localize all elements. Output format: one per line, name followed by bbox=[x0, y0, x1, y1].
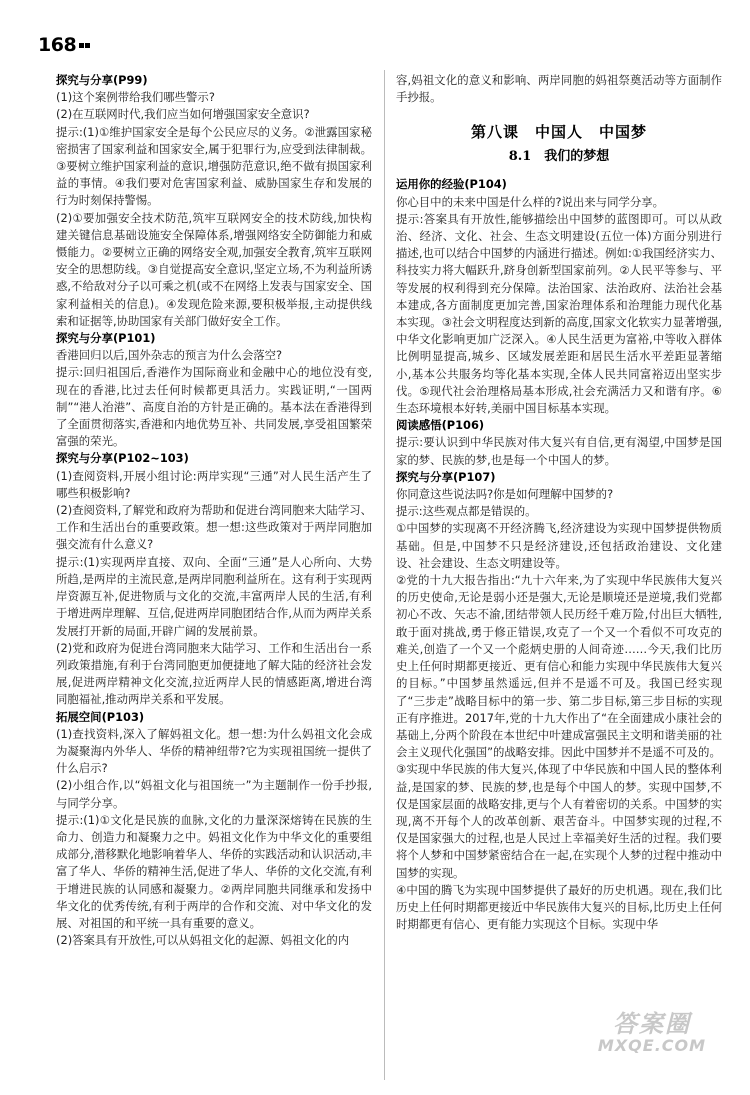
heading-p107: 探究与分享(P107) bbox=[396, 469, 496, 484]
answer-p103-2-continued: 容,妈祖文化的意义和影响、两岸同胞的妈祖祭奠活动等方面制作手抄报。 bbox=[396, 73, 722, 105]
answer-p102-2: (2)党和政府为促进台湾同胞来大陆学习、工作和生活出台一系列政策措施,有利于台湾同胞更加便捷地了解大陆的经济社会发展,促进两岸精神文化交流,拉近两岸人民的情感距离,增进台湾同胞福祉,推动两岸关系和平发展。 bbox=[56, 640, 372, 707]
page-number-mark bbox=[79, 43, 84, 48]
answer-p107-4: ④中国的腾飞为实现中国梦提供了最好的历史机遇。现在,我们比历史上任何时期都更接近中华民族伟大复兴的目标,比历史上任何时期都更有信心、更有能力实现这个目标。实现中华 bbox=[396, 882, 722, 932]
column-divider bbox=[384, 70, 385, 1080]
heading-p99: 探究与分享(P99) bbox=[56, 73, 148, 87]
answer-p107-3: ③实现中华民族的伟大复兴,体现了中华民族和中国人民的整体利益,是国家的梦、民族的梦,也是每个中国人的梦。实现中国梦,不仅是国家层面的战略安排,更与个人有着密切的关系。中国梦的实现,离不开每个人的改革创新、艰苦奋斗。中国梦实现的过程,不仅是国家强大的过程,也是人民过上幸福美好生活的过程。我们要将个人梦和中国梦紧密结合在一起,在实现个人梦的过程中推动中国梦的实现。 bbox=[396, 762, 722, 880]
answer-p103-2: (2)答案具有开放性,可以从妈祖文化的起源、妈祖文化的内 bbox=[56, 933, 350, 948]
left-column bbox=[56, 72, 372, 949]
section-title: 8.1 我们的梦想 bbox=[508, 149, 610, 165]
heading-p101: 探究与分享(P101) bbox=[56, 331, 156, 346]
answer-p107-intro: 提示:这些观点都是错误的。 bbox=[396, 504, 537, 519]
question-p103-2: (2)小组合作,以“妈祖文化与祖国统一”为主题制作一份手抄报,与同学分享。 bbox=[56, 778, 372, 810]
answer-p102-1: 提示:(1)实现两岸直接、双向、全面“三通”是人心所向、大势所趋,是两岸的主流民意,是两岸同胞利益所在。这有利于实现两岸资源互补,促进物质与文化的交流,丰富两岸人民的生活,有利于增进两岸理解、互信,促进两岸同胞团结合作,从而为两岸关系发展打开新的局面,开辟广阔的发展前景。 bbox=[56, 554, 372, 638]
heading-p103: 拓展空间(P103) bbox=[56, 709, 145, 724]
question-p101: 香港回归以后,国外杂志的预言为什么会落空? bbox=[56, 348, 283, 363]
answer-p99-1: 提示:(1)①维护国家安全是每个公民应尽的义务。②泄露国家秘密损害了国家利益和国家安全,属于犯罪行为,应受到法律制裁。③要树立维护国家利益的意识,增强防范意识,绝不做有损国家利益的事情。④我们要对危害国家利益、威胁国家生存和发展的行为时刻保持警惕。 bbox=[56, 124, 372, 208]
answer-p99-2: (2)①要加强安全技术防范,筑牢互联网安全的技术防线,加快构建关键信息基础设施安全保障体系,增强网络安全防御能力和威慑能力。②要树立正确的网络安全观,加强安全教育,筑牢互联网安全的思想防线。③自觉提高安全意识,坚定立场,不为利益所诱惑,不给敌对分子以可乘之机(或不在网络上发表与国家安全、国家利益相关的信息)。④发现危险来源,要积极举报,主动提供线索和证据等,协助国家有关部门做好安全工作。 bbox=[56, 210, 372, 328]
answer-p106: 提示:要认识到中华民族对伟大复兴有自信,更有渴望,中国梦是国家的梦、民族的梦,也是每一个中国人的梦。 bbox=[396, 435, 722, 467]
question-p102-2: (2)查阅资料,了解党和政府为帮助和促进台湾同胞来大陆学习、工作和生活出台的重要政策。想一想:这些政策对于两岸同胞加强交流有什么意义? bbox=[56, 503, 372, 552]
question-p99-1: (1)这个案例带给我们哪些警示? bbox=[56, 90, 215, 105]
answer-p101: 提示:回归祖国后,香港作为国际商业和金融中心的地位没有变,现在的香港,比过去任何时候都更具活力。实践证明,“一国两制”“港人治港”、高度自治的方针是正确的。基本法在香港得到了全面贯彻落实,香港和内地优势互补、共同发展,享受祖国繁荣富强的荣光。 bbox=[56, 365, 372, 449]
heading-p102: 探究与分享(P102~103) bbox=[56, 451, 189, 466]
question-p104: 你心目中的未来中国是什么样的?说出来与同学分享。 bbox=[396, 194, 665, 209]
heading-p106: 阅读感悟(P106) bbox=[396, 418, 485, 433]
lesson-title: 第八课 中国人 中国梦 bbox=[470, 123, 647, 142]
answer-p104: 提示:答案具有开放性,能够描绘出中国梦的蓝图即可。可以从政治、经济、文化、社会、生态文明建设(五位一体)方面分别进行描述,也可以结合中国梦的内涵进行描述。例如:①我国经济实力、科技实力将大幅跃升,跻身创新型国家前列。②人民平等参与、平等发展的权利得到充分保障。法治国家、法治政府、法治社会基本建成,各方面制度更加完善,国家治理体系和治理能力现代化基本实现。③社会文明程度达到新的高度,国家文化软实力显著增强,中华文化影响更加广泛深入。④人民生活更为富裕,中等收入群体比例明显提高,城乡、区域发展差距和居民生活水平差距显著缩小,基本公共服务均等化基本实现,全体人民共同富裕迈出坚实步伐。⑤现代社会治理格局基本形成,社会充满活力又和谐有序。⑥生态环境根本好转,美丽中国目标基本实现。 bbox=[396, 211, 722, 416]
question-p103-1: (1)查找资料,深入了解妈祖文化。想一想:为什么妈祖文化会成为凝聚海内外华人、华侨的精神纽带?它为实现祖国统一提供了什么启示? bbox=[56, 726, 372, 776]
watermark-line-2: MXQE.COM bbox=[597, 1036, 707, 1055]
page-number-mark bbox=[85, 43, 90, 48]
watermark-line-1: 答案圈 bbox=[613, 1010, 691, 1038]
answer-p107-1: ①中国梦的实现离不开经济腾飞,经济建设为实现中国梦提供物质基础。但是,中国梦不只是经济建设,还包括政治建设、文化建设、社会建设、生态文明建设等。 bbox=[396, 521, 722, 570]
page-number: 168 bbox=[38, 34, 90, 56]
question-p99-2: (2)在互联网时代,我们应当如何增强国家安全意识? bbox=[56, 107, 310, 122]
heading-p104: 运用你的经验(P104) bbox=[396, 177, 507, 192]
watermark-logo bbox=[572, 1010, 732, 1073]
question-p102-1: (1)查阅资料,开展小组讨论:两岸实现“三通”对人民生活产生了哪些积极影响? bbox=[56, 468, 372, 500]
answer-p107-2: ②党的十九大报告指出:“九十六年来,为了实现中华民族伟大复兴的历史使命,无论是弱小还是强大,无论是顺境还是逆境,我们党都初心不改、矢志不渝,团结带领人民历经千难万险,付出巨大牺牲,敢于面对挑战,勇于修正错误,攻克了一个又一个看似不可攻克的难关,创造了一个又一个彪炳史册的人间奇迹……今天,我们比历史上任何时期都更接近、更有信心和能力实现中华民族伟大复兴的目标。”中国梦虽然遥远,但并不是遥不可及。我国已经实现了“三步走”战略目标中的第一步、第二步目标,第三步目标的实现正有序推进。2017年,党的十九大作出了“在全面建成小康社会的基础上,分两个阶段在本世纪中叶建成富强民主文明和谐美丽的社会主义现代化强国”的战略安排。因此中国梦并不是遥不可及的。 bbox=[396, 573, 722, 760]
answer-p103-1: 提示:(1)①文化是民族的血脉,文化的力量深深熔铸在民族的生命力、创造力和凝聚力之中。妈祖文化作为中华文化的重要组成部分,潜移默化地影响着华人、华侨的实践活动和认识活动,丰富了华人、华侨的精神生活,促进了华人、华侨的文化交流,有利于增进民族的认同感和凝聚力。②两岸同胞共同继承和发扬中华文化的优秀传统,有利于两岸的合作和交流、对中华文化的发展、对祖国的和平统一具有重要的意义。 bbox=[56, 812, 372, 930]
question-p107: 你同意这些说法吗?你是如何理解中国梦的? bbox=[396, 487, 614, 502]
right-column bbox=[396, 72, 722, 933]
